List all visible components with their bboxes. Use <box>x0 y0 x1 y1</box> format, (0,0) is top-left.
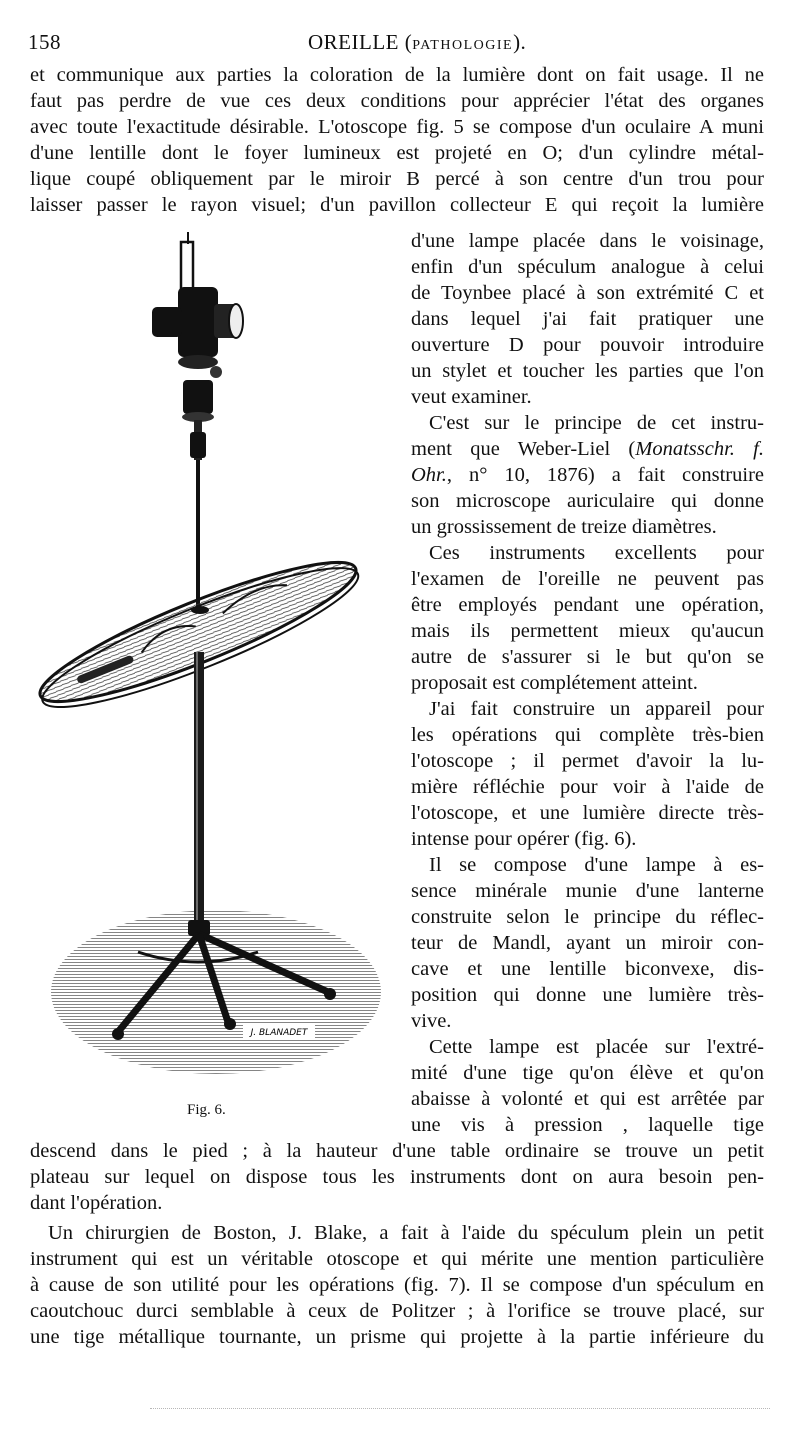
text-line: construite selon le principe du réflec- <box>411 906 764 928</box>
text-line: une tige métallique tournante, un prisme qui projette à la partie inférieure du <box>30 1326 764 1348</box>
text-line: position qui donne une lumière très- <box>411 984 764 1006</box>
text-line: à cause de son utilité pour les opérations (fig. 7). Il se compose d'un spéculum en <box>30 1274 764 1296</box>
text-line: sence minérale munie d'une lanterne <box>411 880 764 902</box>
text-line: vive. <box>411 1010 452 1032</box>
text-line: laisser passer le rayon visuel; d'un pavillon collecteur E qui reçoit la lumière <box>30 194 764 216</box>
text-line: instrument qui est un véritable otoscope et qui mérite une mention particulière <box>30 1248 764 1270</box>
text-line: mière réfléchie pour voir à l'aide de <box>411 776 764 798</box>
text-line: mité d'une tige qu'on élève et qu'on <box>411 1062 764 1084</box>
text-line: plateau sur lequel on dispose tous les instruments dont on aura besoin pen- <box>30 1166 764 1188</box>
text-line: J'ai fait construire un appareil pour <box>429 698 764 720</box>
text-line: Ohr., n° 10, 1876) a fait construire <box>411 464 764 486</box>
text-line: Ces instruments excellents pour <box>429 542 764 564</box>
engraver-signature: J. BLANADET <box>250 1028 308 1038</box>
text-line: teur de Mandl, ayant un miroir con- <box>411 932 764 954</box>
text-line: veut examiner. <box>411 386 532 408</box>
text-line: faut pas perdre de vue ces deux conditions pour apprécier l'état des organes <box>30 90 764 112</box>
text-line: et communique aux parties la coloration de la lumière dont on fait usage. Il ne <box>30 64 764 86</box>
text-line: cave et une lentille biconvexe, dis- <box>411 958 764 980</box>
text-line: les opérations qui complète très-bien <box>411 724 764 746</box>
text-line: d'une lampe placée dans le voisinage, <box>411 230 764 252</box>
text-line: avec toute l'exactitude désirable. L'otoscope fig. 5 se compose d'un oculaire A muni <box>30 116 764 138</box>
page-title: OREILLE (PATHOLOGIE). <box>308 30 527 54</box>
text-line: intense pour opérer (fig. 6). <box>411 828 637 850</box>
text-line: une vis à pression , laquelle tige <box>411 1114 764 1136</box>
text-line: son microscope auriculaire qui donne <box>411 490 764 512</box>
text-line: dans lequel j'ai fait pratiquer une <box>411 308 764 330</box>
text-line: Cette lampe est placée sur l'extré- <box>429 1036 764 1058</box>
text-line: abaisse à volonté et qui est arrêtée par <box>411 1088 764 1110</box>
text-line: ouverture D pour pouvoir introduire <box>411 334 764 356</box>
text-line: enfin d'un spéculum analogue à celui <box>411 256 764 278</box>
text-line: un stylet et toucher les parties que l'on <box>411 360 764 382</box>
page-number: 158 <box>28 30 61 54</box>
figure-caption: Fig. 6. <box>187 1102 226 1118</box>
text-line: l'otoscope ; il permet d'avoir la lu- <box>411 750 764 772</box>
text-line: de Toynbee placé à son extrémité C et <box>411 282 764 304</box>
text-line: caoutchouc durci semblable à ceux de Politzer ; à l'orifice se trouve placé, sur <box>30 1300 764 1322</box>
text-line: dant l'opération. <box>30 1192 163 1214</box>
text-line: Il se compose d'une lampe à es- <box>429 854 764 876</box>
page-bottom-divider <box>150 1408 770 1413</box>
text-line: un grossissement de treize diamètres. <box>411 516 717 538</box>
text-line: descend dans le pied ; à la hauteur d'une table ordinaire se trouve un petit <box>30 1140 764 1162</box>
text-line: l'examen de l'oreille ne peuvent pas <box>411 568 764 590</box>
text-line: ment que Weber-Liel (Monatsschr. f. <box>411 438 764 460</box>
text-line: C'est sur le principe de cet instru- <box>429 412 764 434</box>
text-line: d'une lentille dont le foyer lumineux est projeté en O; d'un cylindre métal- <box>30 142 764 164</box>
text-line: proposait est complétement atteint. <box>411 672 698 694</box>
text-line: l'otoscope, et une lumière directe très- <box>411 802 764 824</box>
text-line: mais ils permettent mieux qu'aucun <box>411 620 764 642</box>
text-line: autre de s'assurer si le but qu'on se <box>411 646 764 668</box>
text-line: être employés pendant une opération, <box>411 594 764 616</box>
text-line: Un chirurgien de Boston, J. Blake, a fait à l'aide du spéculum plein un petit <box>48 1222 764 1244</box>
text-line: lique coupé obliquement par le miroir B percé à son centre d'un trou pour <box>30 168 764 190</box>
figure-6-illustration <box>28 232 388 1092</box>
otoscope-lamp-stand-icon <box>28 232 388 1092</box>
running-header <box>28 30 778 58</box>
